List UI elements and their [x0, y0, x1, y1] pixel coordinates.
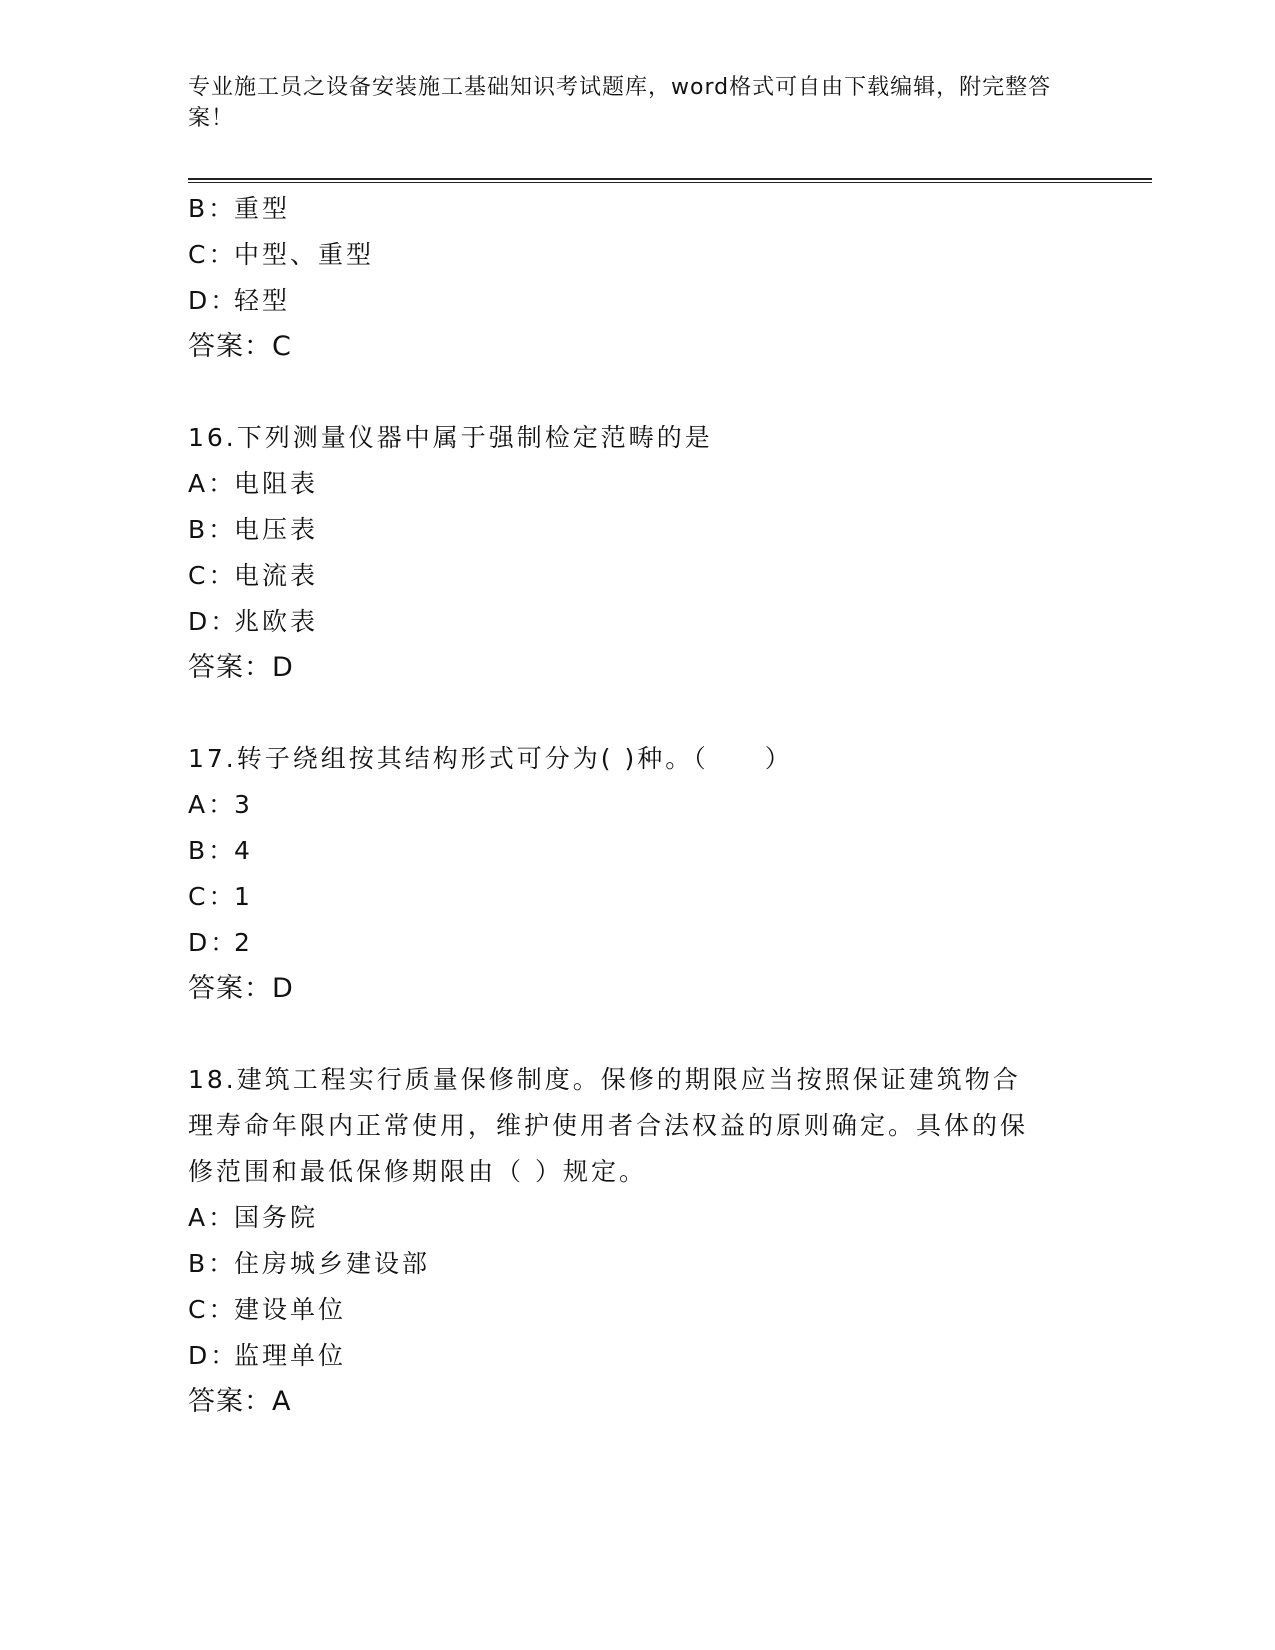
- option-d: D：兆欧表: [188, 607, 319, 636]
- question-stem: 16.下列测量仪器中属于强制检定范畴的是: [188, 423, 713, 452]
- question-18: [188, 1057, 1088, 1425]
- option-c: C：电流表: [188, 561, 319, 590]
- option-b: B：重型: [188, 194, 291, 223]
- option-c: C：1: [188, 882, 253, 911]
- question-stem: 18.建筑工程实行质量保修制度。保修的期限应当按照保证建筑物合理寿命年限内正常使用，维护使用者合法权益的原则确定。具体的保修范围和最低保修期限由（ ）规定。: [188, 1065, 1029, 1186]
- option-d: D：监理单位: [188, 1341, 347, 1370]
- option-c: C：中型、重型: [188, 240, 375, 269]
- option-c: C：建设单位: [188, 1295, 347, 1324]
- option-d: D：轻型: [188, 286, 291, 315]
- option-a: A：3: [188, 790, 253, 819]
- question-list: [188, 186, 1088, 1425]
- option-a: A：电阻表: [188, 469, 319, 498]
- question-15-tail: [188, 186, 1088, 370]
- option-b: B：4: [188, 836, 253, 865]
- option-b: B：住房城乡建设部: [188, 1249, 431, 1278]
- question-17: [188, 736, 1088, 1012]
- answer: 答案：D: [188, 973, 294, 1004]
- question-16: [188, 415, 1088, 691]
- header-divider: [188, 178, 1152, 180]
- answer: 答案：A: [188, 1386, 292, 1417]
- header-divider-thin: [188, 182, 1152, 183]
- answer: 答案：C: [188, 331, 292, 362]
- option-b: B：电压表: [188, 515, 319, 544]
- question-stem: 17.转子绕组按其结构形式可分为( )种。（ ）: [188, 744, 793, 773]
- option-d: D：2: [188, 928, 253, 957]
- document-header: 专业施工员之设备安装施工基础知识考试题库，word格式可自由下载编辑，附完整答案！: [188, 75, 1052, 131]
- option-a: A：国务院: [188, 1203, 319, 1232]
- answer: 答案：D: [188, 652, 294, 683]
